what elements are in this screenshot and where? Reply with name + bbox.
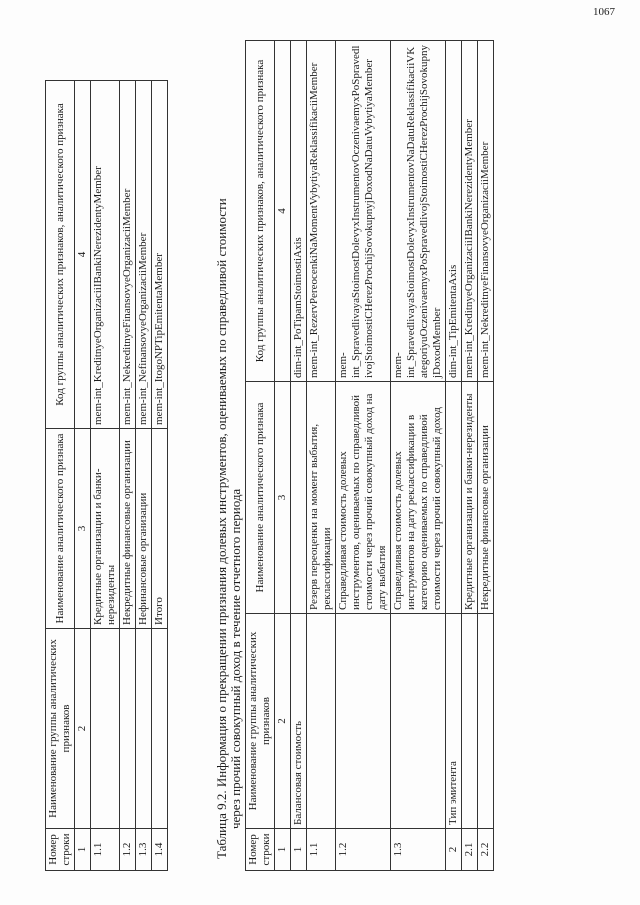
column-index: 4 [275,41,291,382]
feature-name: Резерв переоценки на момент выбытия, реклассификации [307,382,336,614]
table-row [91,81,120,871]
group-name [307,614,336,829]
table-row [478,41,494,871]
row-number: 1.1 [307,829,336,871]
feature-name: Некредитные финансовые организации [478,382,494,614]
table-2-header-row [246,41,275,871]
group-name [91,629,120,829]
group-name [120,629,136,829]
header-code: Код группы аналитических признаков, аналитического признака [46,81,75,429]
group-name: Тип эмитента [446,614,462,829]
table-2-column-index-row [275,41,291,871]
feature-code: mem-int_ItogoNPTipEmitentaMember [152,81,168,429]
table-row [307,41,336,871]
feature-name: Справедливая стоимость долевых инструментов, оцениваемых по справедливой стоимости через прочий совокупный доход на дату выбытия [336,382,391,614]
row-number: 1 [291,829,307,871]
column-index: 3 [75,429,91,629]
feature-code: dim-int_PoTipamStoimostiAxis [291,41,307,382]
column-index: 1 [275,829,291,871]
header-group-name: Наименование группы аналитических признаков [46,629,75,829]
header-code: Код группы аналитических признаков, аналитического признака [246,41,275,382]
row-number: 1.2 [336,829,391,871]
feature-name: Итого [152,429,168,629]
table-row [120,81,136,871]
feature-code: mem-int_NekreditnyeFinansovyeOrganizaciiMember [478,41,494,382]
feature-code: mem-int_SpravedlivayaStoimostDolevyxInstrumentovNaDatuReklassifikaciiVKategoriyuOczenivaemyxPoSpravedlivojStoimostiCHerezProchijSovokupnyjDoxodMember [391,41,446,382]
header-row-number: Номер строки [246,829,275,871]
feature-code: mem-int_KreditnyeOrganizaciiIBankiNerezidentyMember [91,81,120,429]
feature-name: Кредитные организации и банки-нерезиденты [91,429,120,629]
feature-code: mem-int_KreditnyeOrganizaciiIBankiNerezidentyMember [462,41,478,382]
feature-code: mem-int_SpravedlivayaStoimostDolevyxInstrumentovOczenivaemyxPoSpravedlivojStoimostiCHerezProchijSovokupnyjDoxodNaDatuVybytiyaMember [336,41,391,382]
feature-code: mem-int_NefinansovyeOrganizaciiMember [136,81,152,429]
row-number: 2.2 [478,829,494,871]
feature-name [291,382,307,614]
header-group-name: Наименование группы аналитических признаков [246,614,275,829]
row-number: 1.3 [136,829,152,871]
table-row [391,41,446,871]
caption-line-1: Таблица 9.2. Информация о прекращении признания долевых инструментов, оцениваемых по справедливой стоимости [214,198,229,859]
column-index: 1 [75,829,91,871]
group-name [152,629,168,829]
feature-name: Справедливая стоимость долевых инструментов на дату реклассификации в категорию оцениваемых по справедливой стоимости через прочий совокупный доход [391,382,446,614]
header-feature-name: Наименование аналитического признака [246,382,275,614]
table-row [446,41,462,871]
column-index: 2 [75,629,91,829]
column-index: 3 [275,382,291,614]
table-row [462,41,478,871]
group-name [336,614,391,829]
feature-name: Кредитные организации и банки-нерезиденты [462,382,478,614]
header-row-number: Номер строки [46,829,75,871]
table-row [336,41,391,871]
column-index: 4 [75,81,91,429]
row-number: 1.3 [391,829,446,871]
header-feature-name: Наименование аналитического признака [46,429,75,629]
column-index: 2 [275,614,291,829]
rotated-content [45,41,620,871]
table-row [291,41,307,871]
feature-name: Некредитные финансовые организации [120,429,136,629]
page-number: 1067 [593,6,615,18]
feature-code: mem-int_RezervPereocenkiNaMomentVybytiyaReklassifikaciiMember [307,41,336,382]
group-name [136,629,152,829]
group-name [478,614,494,829]
table-1 [45,80,168,871]
table-1-column-index-row [75,81,91,871]
feature-code: dim-int_TipEmitentaAxis [446,41,462,382]
group-name [462,614,478,829]
feature-name: Нефинансовые организации [136,429,152,629]
row-number: 1.1 [91,829,120,871]
feature-name [446,382,462,614]
table-row [136,81,152,871]
row-number: 1.2 [120,829,136,871]
table-row [152,81,168,871]
table-2-caption [215,49,243,859]
row-number: 2 [446,829,462,871]
feature-code: mem-int_NekreditnyeFinansovyeOrganizaciiMember [120,81,136,429]
table-2 [245,40,494,871]
group-name [391,614,446,829]
row-number: 2.1 [462,829,478,871]
group-name: Балансовая стоимость [291,614,307,829]
table-1-header-row [46,81,75,871]
caption-line-2: через прочий совокупный доход в течение отчетного периода [228,488,243,829]
row-number: 1.4 [152,829,168,871]
